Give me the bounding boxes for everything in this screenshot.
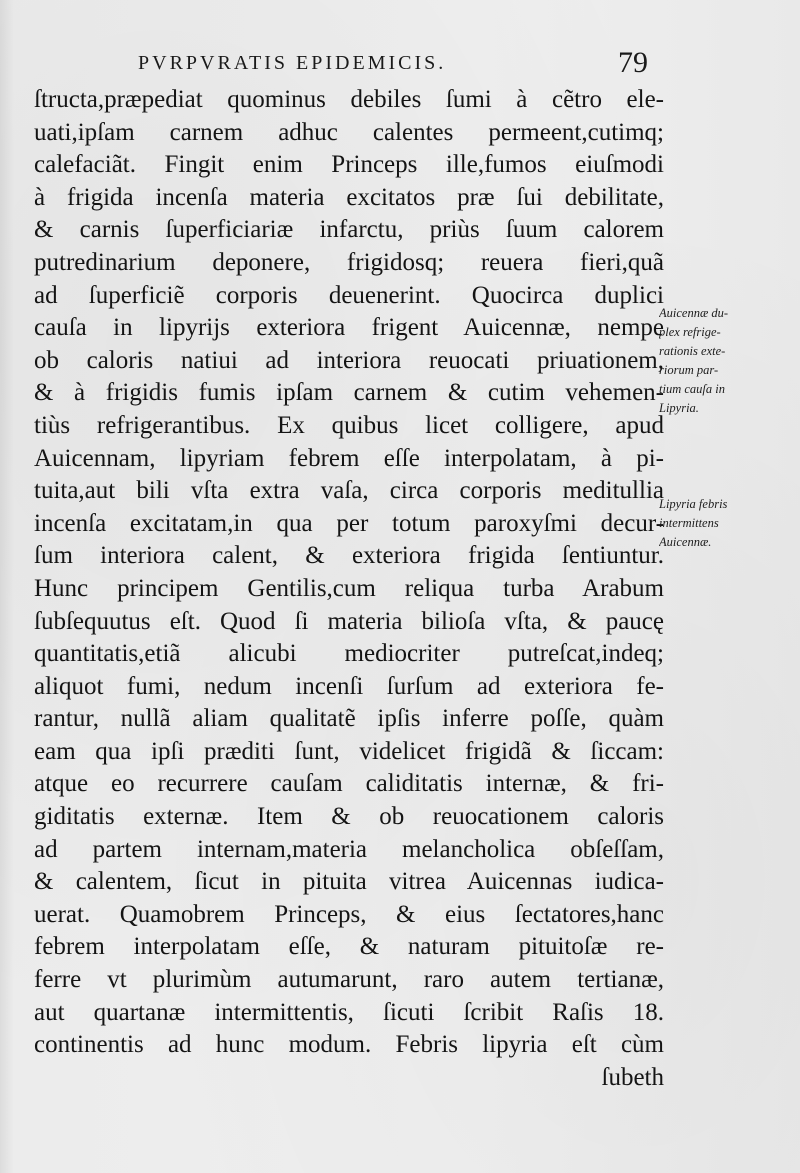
text-line: ſum interiora calent, & exteriora frigida ſentiuntur.: [34, 542, 664, 570]
text-line: eam qua ipſi præditi ſunt, videlicet frigidã & ſiccam:: [34, 737, 664, 765]
text-line: rantur, nullã aliam qualitatẽ ipſis inferre poſſe, quàm: [34, 705, 664, 733]
margin-note-line: Lipyria.: [659, 401, 699, 415]
text-line: putredinarium deponere, frigidosq; reuera fieri,quã: [34, 248, 664, 276]
page-number: 79: [618, 46, 648, 79]
text-line: Auicennam, lipyriam febrem eſſe interpolatam, à pi-: [34, 444, 664, 472]
margin-note-line: tium cauſa in: [659, 382, 725, 396]
text-line: continentis ad hunc modum. Febris lipyria eſt cùm: [34, 1031, 664, 1059]
text-line: tiùs refrigerantibus. Ex quibus licet colligere, apud: [34, 411, 664, 439]
text-line: aut quartanæ intermittentis, ſicuti ſcribit Raſis 18.: [34, 998, 664, 1026]
margin-note-line: Auicennæ du-: [659, 306, 729, 320]
margin-note-line: intermittens: [659, 516, 719, 530]
text-line: ſubſequutus eſt. Quod ſi materia bilioſa vſta, & paucę: [34, 607, 664, 635]
margin-note: [659, 304, 799, 418]
body-text: [34, 84, 664, 1094]
text-line: atque eo recurrere cauſam caliditatis internæ, & fri-: [34, 770, 664, 798]
text-line: ſubeth: [601, 1063, 664, 1091]
text-line: ſtructa,præpediat quominus debiles ſumi à cẽtro ele-: [34, 86, 664, 113]
margin-note-line: riorum par-: [659, 363, 719, 377]
text-line: giditatis externæ. Item & ob reuocationem caloris: [34, 803, 664, 831]
text-line: quantitatis,etiã alicubi mediocriter putreſcat,indeq;: [34, 640, 664, 668]
text-line: uati,ipſam carnem adhuc calentes permeent,cutimq;: [34, 118, 664, 146]
text-line: calefaciãt. Fingit enim Princeps ille,fumos eiuſmodi: [34, 151, 664, 179]
margin-note: [659, 495, 799, 552]
text-line: incenſa excitatam,in qua per totum paroxyſmi decur-: [34, 509, 664, 537]
text-line: & carnis ſuperficiariæ infarctu, priùs ſuum calorem: [34, 216, 664, 244]
text-line: ad ſuperficiẽ corporis deuenerint. Quocirca duplici: [34, 281, 664, 309]
margin-note-line: Lipyria febris: [659, 497, 728, 511]
text-line: ob caloris natiui ad interiora reuocati priuationem,: [34, 346, 664, 374]
text-line: ad partem internam,materia melancholica obſeſſam,: [34, 835, 664, 863]
text-line: Hunc principem Gentilis,cum reliqua turba Arabum: [34, 574, 664, 602]
margin-note-line: rationis exte-: [659, 344, 726, 358]
text-line: uerat. Quamobrem Princeps, & eius ſectatores,hanc: [34, 900, 664, 928]
running-head: PVRPVRATIS EPIDEMICIS.: [138, 52, 447, 74]
margin-note-line: Auicennæ.: [659, 535, 712, 549]
text-line: cauſa in lipyrijs exteriora frigent Auicennæ, nempe: [34, 314, 664, 342]
text-line: aliquot fumi, nedum incenſi ſurſum ad exteriora fe-: [34, 672, 664, 700]
text-line: ferre vt plurimùm autumarunt, raro autem tertianæ,: [34, 966, 664, 994]
text-line: à frigida incenſa materia excitatos præ ſui debilitate,: [34, 183, 664, 211]
text-line: & calentem, ſicut in pituita vitrea Auicennas iudica-: [34, 868, 664, 896]
text-line: & à frigidis fumis ipſam carnem & cutim vehemen-: [34, 379, 664, 407]
text-line: febrem interpolatam eſſe, & naturam pituitoſæ re-: [34, 933, 664, 961]
margin-note-line: plex refrige-: [659, 325, 721, 339]
text-line: tuita,aut bili vſta extra vaſa, circa corporis meditullia: [34, 477, 664, 505]
